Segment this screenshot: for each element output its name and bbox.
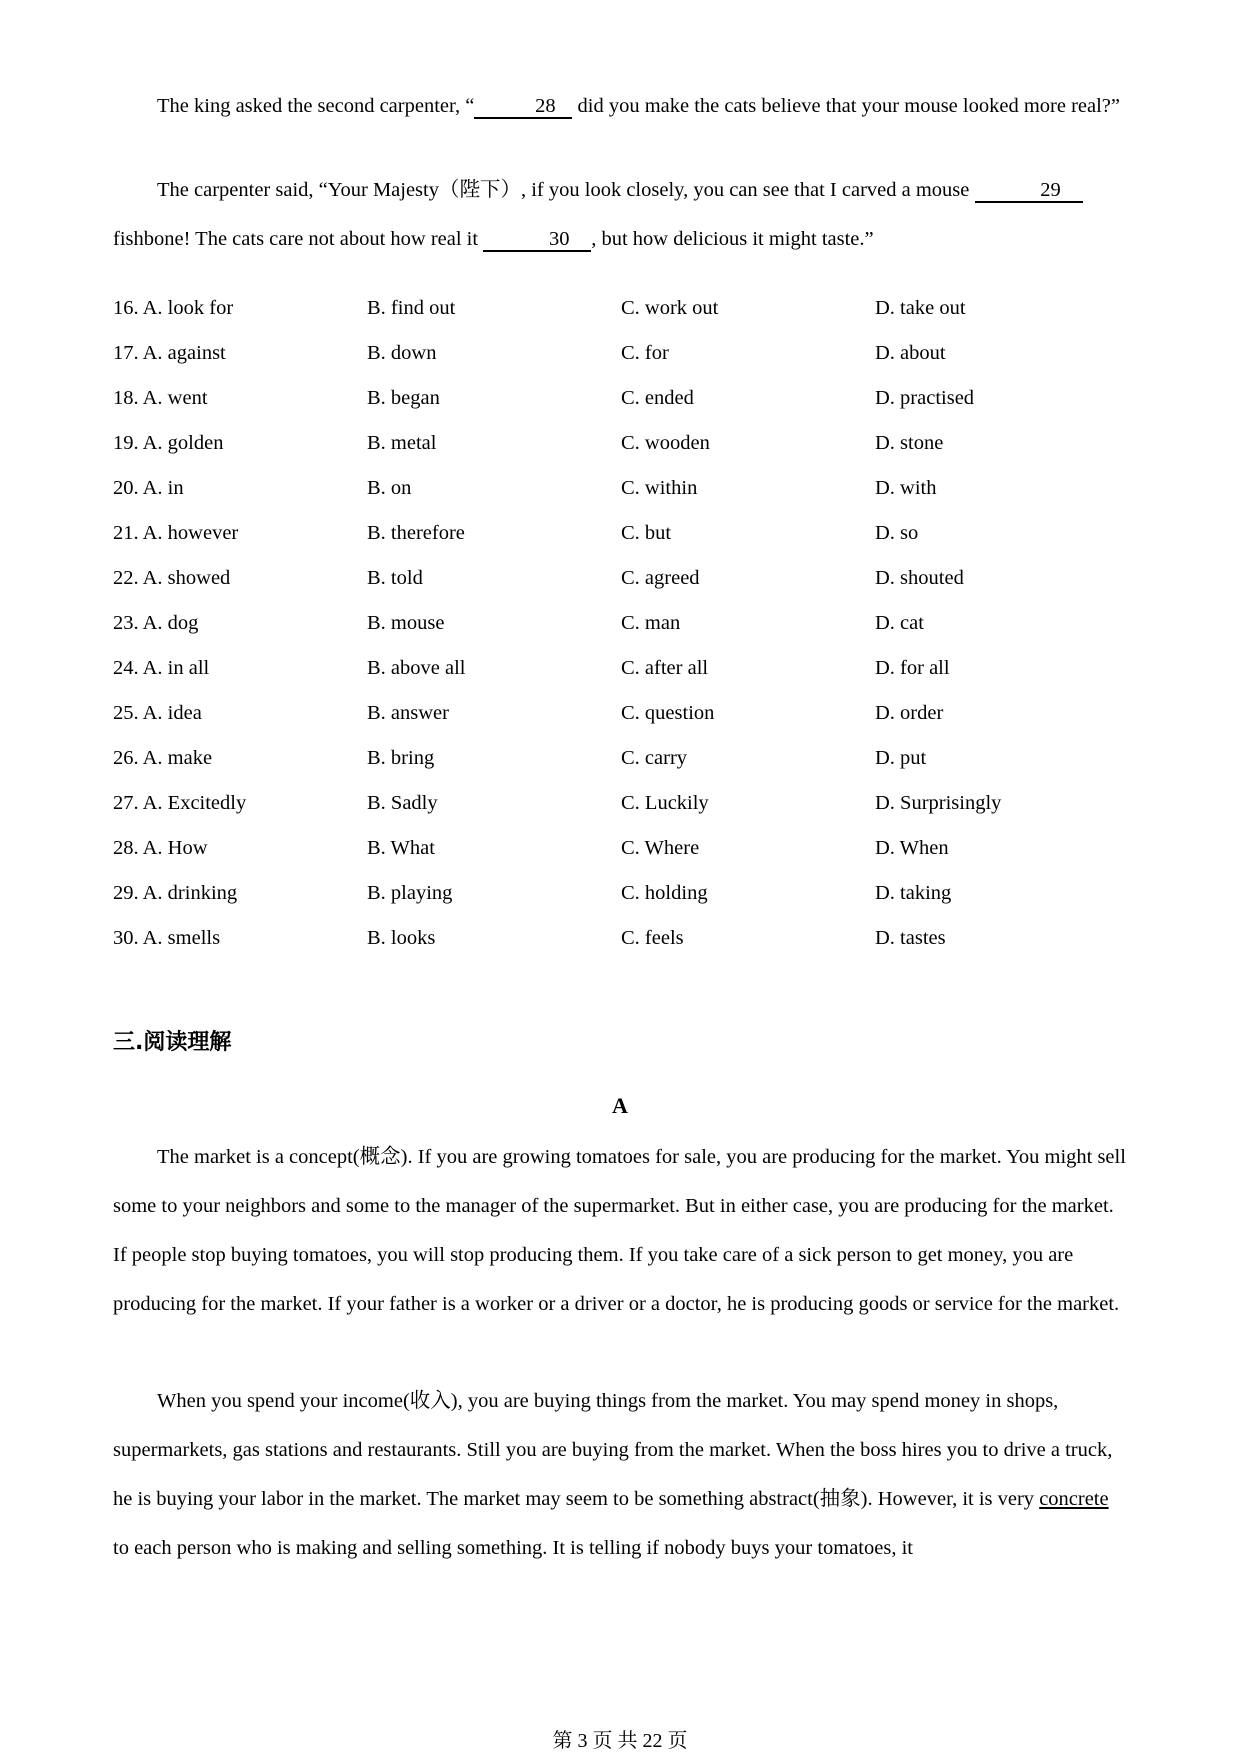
option-a: 17. A. against <box>113 342 226 364</box>
text: The carpenter said, “Your Majesty（陛下）, if you look closely, you can see that I carved a mouse <box>157 179 975 201</box>
option-a: 20. A. in <box>113 477 184 499</box>
question-row <box>113 691 1128 736</box>
option-c: C. man <box>621 612 681 634</box>
passage-paragraph-2 <box>113 1377 1128 1573</box>
option-c: C. but <box>621 522 672 544</box>
text: When you spend your income(收入), you are buying things from the market. You may spend money in shops, supermarkets, gas stations and restaurants. Still you are buying from the market. When the boss hires you to drive a truck, he is buying your labor in the market. The market may seem to be something abstract(抽象). However, it is very <box>113 1390 1113 1510</box>
option-c: C. question <box>621 702 715 724</box>
option-c: C. within <box>621 477 698 499</box>
options-table <box>113 286 1128 961</box>
story-paragraph-1 <box>113 82 1128 131</box>
option-b: B. began <box>367 387 440 409</box>
story-paragraph-2 <box>113 166 1128 264</box>
option-d: D. about <box>875 342 946 364</box>
option-c: C. Luckily <box>621 792 709 814</box>
option-b: B. metal <box>367 432 437 454</box>
option-d: D. cat <box>875 612 924 634</box>
question-row <box>113 736 1128 781</box>
passage-title: A <box>612 1093 628 1118</box>
option-c: C. for <box>621 342 669 364</box>
option-c: C. after all <box>621 657 709 679</box>
option-a: 19. A. golden <box>113 432 224 454</box>
option-d: D. take out <box>875 297 966 319</box>
option-b: B. playing <box>367 882 453 904</box>
blank-30: 30 <box>483 228 591 252</box>
option-c: C. Where <box>621 837 700 859</box>
page-footer: 第 3 页 共 22 页 <box>552 1730 688 1752</box>
option-b: B. answer <box>367 702 449 724</box>
question-row <box>113 871 1128 916</box>
question-row <box>113 781 1128 826</box>
blank-29: 29 <box>975 179 1083 203</box>
option-b: B. Sadly <box>367 792 438 814</box>
option-d: D. taking <box>875 882 952 904</box>
text: The king asked the second carpenter, “ <box>157 95 475 117</box>
option-a: 18. A. went <box>113 387 208 409</box>
option-c: C. carry <box>621 747 688 769</box>
option-d: D. shouted <box>875 567 964 589</box>
text: did you make the cats believe that your mouse looked more real?” <box>572 95 1120 117</box>
question-row <box>113 601 1128 646</box>
option-d: D. tastes <box>875 927 946 949</box>
option-d: D. practised <box>875 387 975 409</box>
option-d: D. order <box>875 702 944 724</box>
option-b: B. find out <box>367 297 456 319</box>
question-row <box>113 556 1128 601</box>
option-a: 22. A. showed <box>113 567 231 589</box>
question-row <box>113 286 1128 331</box>
question-row <box>113 376 1128 421</box>
option-b: B. looks <box>367 927 436 949</box>
option-a: 23. A. dog <box>113 612 199 634</box>
question-row <box>113 646 1128 691</box>
question-row <box>113 916 1128 961</box>
option-a: 16. A. look for <box>113 297 234 319</box>
option-a: 28. A. How <box>113 837 208 859</box>
option-b: B. What <box>367 837 435 859</box>
section-heading: 三.阅读理解 <box>113 1030 232 1055</box>
option-d: D. Surprisingly <box>875 792 1002 814</box>
text: fishbone! The cats care not about how real it <box>113 228 484 250</box>
option-c: C. agreed <box>621 567 700 589</box>
option-c: C. ended <box>621 387 694 409</box>
text: , but how delicious it might taste.” <box>591 228 874 250</box>
option-d: D. put <box>875 747 927 769</box>
option-b: B. mouse <box>367 612 445 634</box>
option-a: 21. A. however <box>113 522 239 544</box>
option-b: B. down <box>367 342 437 364</box>
passage-paragraph-1: The market is a concept(概念). If you are growing tomatoes for sale, you are producing for the market. You might sell some to your neighbors and some to the manager of the supermarket. But in either case, you are producing for the market. If people stop buying tomatoes, you will stop producing them. If you take care of a sick person to get money, you are producing for the market. If your father is a worker or a driver or a doctor, he is producing goods or service for the market. <box>113 1146 1126 1315</box>
option-b: B. bring <box>367 747 435 769</box>
question-row <box>113 466 1128 511</box>
question-row <box>113 421 1128 466</box>
option-a: 24. A. in all <box>113 657 210 679</box>
option-c: C. wooden <box>621 432 710 454</box>
question-row <box>113 331 1128 376</box>
option-b: B. on <box>367 477 412 499</box>
question-row <box>113 826 1128 871</box>
option-a: 26. A. make <box>113 747 213 769</box>
underlined-word: concrete <box>1039 1488 1109 1510</box>
question-row <box>113 511 1128 556</box>
option-c: C. work out <box>621 297 719 319</box>
option-b: B. above all <box>367 657 466 679</box>
option-d: D. so <box>875 522 919 544</box>
option-d: D. with <box>875 477 937 499</box>
option-d: D. When <box>875 837 949 859</box>
option-a: 27. A. Excitedly <box>113 792 247 814</box>
blank-28: 28 <box>474 95 572 119</box>
option-a: 25. A. idea <box>113 702 202 724</box>
option-b: B. told <box>367 567 423 589</box>
option-d: D. for all <box>875 657 950 679</box>
option-a: 30. A. smells <box>113 927 221 949</box>
option-b: B. therefore <box>367 522 465 544</box>
option-a: 29. A. drinking <box>113 882 238 904</box>
option-d: D. stone <box>875 432 944 454</box>
option-c: C. holding <box>621 882 708 904</box>
text: to each person who is making and selling something. It is telling if nobody buys your tomatoes, it <box>113 1537 913 1559</box>
option-c: C. feels <box>621 927 684 949</box>
